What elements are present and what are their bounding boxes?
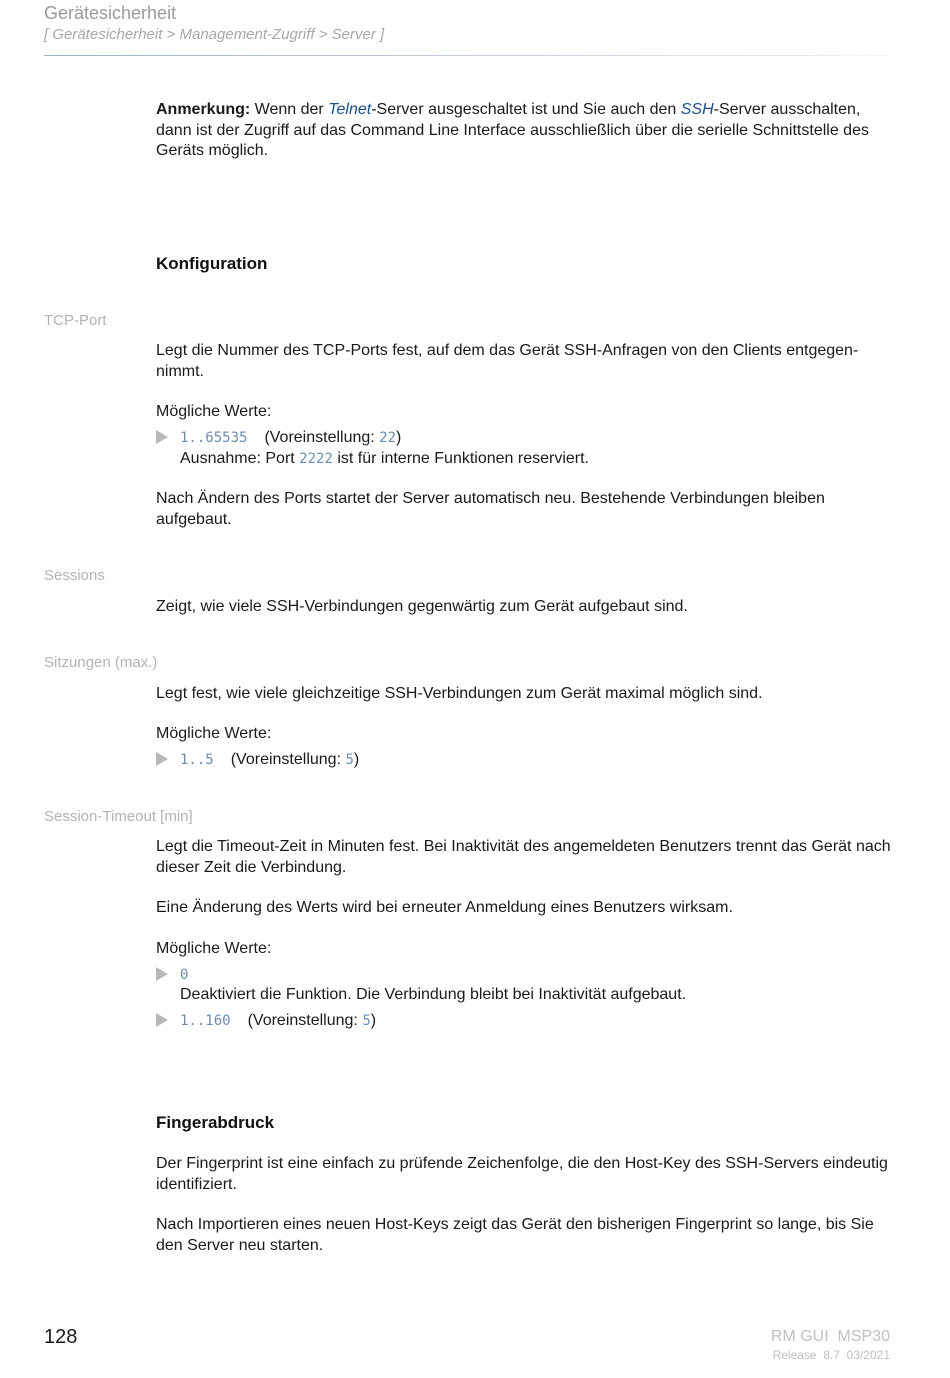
param-label-max-sessions: Sitzungen (max.) <box>44 654 158 671</box>
max-sessions-description: Legt fest, wie viele gleichzeitige SSH-Verbindungen zum Gerät maximal möglich sind. <box>156 685 763 702</box>
max-sessions-default-prefix: (Voreinstellung: <box>230 751 346 768</box>
header-title: Gerätesicherheit <box>44 3 177 23</box>
note-text-2: -Server ausgeschaltet ist und Sie auch den <box>371 101 681 118</box>
breadcrumb: [ Gerätesicherheit > Management-Zugriff > Server ] <box>44 26 385 43</box>
param-label-sessions: Sessions <box>44 567 105 584</box>
timeout-default-value: 5 <box>362 1013 371 1029</box>
param-label-tcp-port: TCP-Port <box>44 312 107 329</box>
bullet-triangle-icon <box>156 967 168 981</box>
section-heading-configuration: Konfiguration <box>156 254 268 273</box>
fingerprint-paragraph-1: Der Fingerprint ist eine einfach zu prüfende Zeichenfolge, die den Host-Key des SSH-Servers eindeutig identifiziert. <box>156 1155 888 1193</box>
max-sessions-values-label: Mögliche Werte: <box>156 725 272 742</box>
bullet-triangle-icon <box>156 752 168 766</box>
footer-release: Release 8.7 03/2021 <box>772 1348 890 1362</box>
timeout-zero-item <box>156 965 188 986</box>
bullet-triangle-icon <box>156 1013 168 1027</box>
timeout-zero-value: 0 <box>180 967 189 983</box>
tcp-values-label: Mögliche Werte: <box>156 403 272 420</box>
telnet-link[interactable]: Telnet <box>328 101 372 118</box>
note-text-1: Wenn der <box>250 101 329 118</box>
timeout-zero-description: Deaktiviert die Funktion. Die Verbindung bleibt bei Inaktivität aufgebaut. <box>180 986 687 1003</box>
page-number: 128 <box>44 1326 78 1348</box>
tcp-port-description: Legt die Nummer des TCP-Ports fest, auf dem das Gerät SSH-Anfragen von den Clients entgegen-nimmt. <box>156 342 859 380</box>
timeout-default-suffix: ) <box>370 1012 377 1029</box>
tcp-default-value: 22 <box>379 430 397 446</box>
timeout-description: Legt die Timeout-Zeit in Minuten fest. Bei Inaktivität des angemeldeten Benutzers trennt das Gerät nach dieser Zeit die Verbindung. <box>156 838 891 876</box>
tcp-restart-note: Nach Ändern des Ports startet der Server automatisch neu. Bestehende Verbindungen bleiben aufgebaut. <box>156 490 825 528</box>
note-text-3: -Server ausschalten, dann ist der Zugriff auf das Command Line Interface ausschließlich über die serielle Schnittstelle des Geräts möglich. <box>156 101 869 159</box>
tcp-range-value: 1..65535 <box>180 430 248 446</box>
note-label: Anmerkung: <box>156 101 251 118</box>
section-heading-fingerprint: Fingerabdruck <box>156 1113 275 1132</box>
tcp-default-suffix: ) <box>396 429 402 446</box>
ssh-link[interactable]: SSH <box>680 101 714 118</box>
note-paragraph <box>156 100 896 162</box>
tcp-exception-suffix: ist für interne Funktionen reserviert. <box>332 450 589 467</box>
timeout-change-note: Eine Änderung des Werts wird bei erneuter Anmeldung eines Benutzers wirksam. <box>156 899 733 916</box>
timeout-range-value: 1..160 <box>180 1013 231 1029</box>
timeout-default-prefix: (Voreinstellung: <box>247 1012 363 1029</box>
param-label-session-timeout: Session-Timeout [min] <box>44 808 193 825</box>
tcp-range-item <box>156 428 401 449</box>
timeout-values-label: Mögliche Werte: <box>156 940 272 957</box>
max-sessions-range-item <box>156 750 359 771</box>
timeout-range-item <box>156 1011 376 1032</box>
tcp-exception <box>180 449 589 470</box>
max-sessions-range-value: 1..5 <box>180 752 214 768</box>
tcp-exception-port: 2222 <box>299 451 333 467</box>
max-sessions-default-value: 5 <box>345 752 354 768</box>
sessions-description: Zeigt, wie viele SSH-Verbindungen gegenwärtig zum Gerät aufgebaut sind. <box>156 598 688 615</box>
fingerprint-paragraph-2: Nach Importieren eines neuen Host-Keys zeigt das Gerät den bisherigen Fingerprint so lange, bis Sie den Server neu starten. <box>156 1216 874 1254</box>
bullet-triangle-icon <box>156 430 168 444</box>
tcp-exception-prefix: Ausnahme: Port <box>180 450 300 467</box>
footer-document-name: RM GUI MSP30 <box>770 1328 890 1345</box>
max-sessions-default-suffix: ) <box>353 751 360 768</box>
header-divider <box>44 55 890 56</box>
tcp-default-prefix: (Voreinstellung: <box>264 429 380 446</box>
